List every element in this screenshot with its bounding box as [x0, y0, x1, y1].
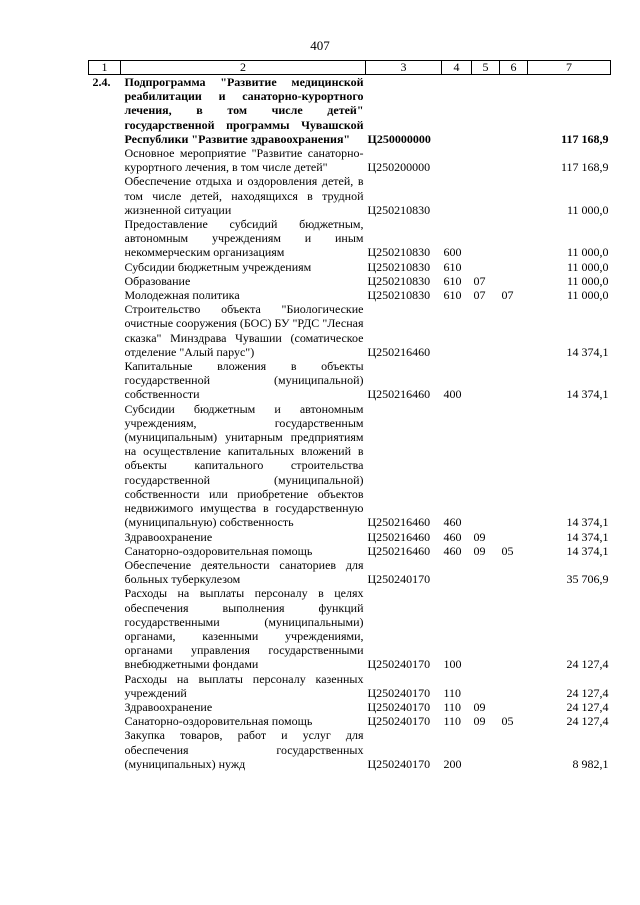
row-name: Подпрограмма "Развитие медицинской реабилитации и санаторно-курортного лечения, в том числе детей" государственной программы Чувашской Республики "Развитие здравоохранения": [124, 75, 364, 146]
row-amount: 14 374,1: [566, 387, 609, 402]
row-expense-type: 110: [443, 714, 462, 729]
header-col-1: 1: [89, 61, 121, 75]
row-section: [472, 302, 500, 359]
row-subsection: [500, 558, 528, 586]
row-name: Строительство объекта "Биологические очистные сооружения (БОС) БУ "РДС "Лесная сказка" Минздрава Чувашии (соматическое отделение "Алый парус"): [124, 302, 364, 359]
row-name: Здравоохранение: [124, 529, 213, 544]
row-expense-type: [442, 75, 472, 147]
row-code: Ц250210830: [367, 288, 431, 303]
row-section: [472, 359, 500, 402]
row-code: Ц250240170: [367, 699, 431, 714]
table-row: [89, 530, 611, 544]
row-expense-type: 460: [443, 515, 462, 530]
row-section: 09: [473, 529, 486, 544]
row-subsection: [500, 174, 528, 217]
row-index: [89, 700, 121, 714]
row-name: Субсидии бюджетным учреждениям: [124, 259, 312, 274]
table-row: [89, 728, 611, 771]
row-subsection: [500, 700, 528, 714]
row-subsection: 05: [501, 543, 514, 558]
row-amount: 14 374,1: [566, 344, 609, 359]
row-amount: 117 168,9: [560, 160, 609, 175]
row-name: Молодежная политика: [124, 288, 240, 303]
row-expense-type: [442, 558, 472, 586]
row-code: Ц250210830: [367, 245, 431, 260]
table-row: [89, 700, 611, 714]
row-code: Ц250216460: [367, 344, 431, 359]
row-code: Ц250216460: [367, 515, 431, 530]
header-col-7: 7: [528, 61, 611, 75]
table-row: [89, 274, 611, 288]
row-subsection: [500, 402, 528, 530]
row-code: Ц250240170: [367, 685, 431, 700]
row-code: Ц250000000: [367, 131, 431, 146]
table-row: [89, 146, 611, 174]
table-row: [89, 75, 611, 147]
row-section: [472, 586, 500, 671]
table-row: [89, 288, 611, 302]
table-row: [89, 672, 611, 700]
row-amount: 24 127,4: [566, 657, 609, 672]
row-index: [89, 146, 121, 174]
table-body: [89, 75, 611, 771]
row-index: [89, 359, 121, 402]
table-header: [89, 61, 611, 75]
row-name: Предоставление субсидий бюджетным, автономным учреждениям и иным некоммерческим организациям: [124, 217, 364, 260]
row-subsection: [500, 728, 528, 771]
row-index: [89, 728, 121, 771]
row-subsection: [500, 217, 528, 260]
row-name: Санаторно-оздоровительная помощь: [124, 543, 313, 558]
row-code: Ц250210830: [367, 273, 431, 288]
row-index: [89, 260, 121, 274]
row-index: [89, 274, 121, 288]
row-name: Обеспечение деятельности санаториев для больных туберкулезом: [124, 557, 364, 587]
row-section: [472, 672, 500, 700]
row-code: Ц250210830: [367, 259, 431, 274]
row-index: [89, 672, 121, 700]
row-code: Ц250240170: [367, 572, 431, 587]
header-col-6: 6: [500, 61, 528, 75]
row-expense-type: 600: [443, 245, 462, 260]
row-amount: 11 000,0: [566, 288, 609, 303]
row-amount: 14 374,1: [566, 543, 609, 558]
row-section: 07: [473, 273, 486, 288]
row-subsection: [500, 75, 528, 147]
row-index: [89, 174, 121, 217]
row-expense-type: [442, 174, 472, 217]
row-section: 09: [473, 543, 486, 558]
row-amount: 8 982,1: [572, 756, 609, 771]
row-amount: 14 374,1: [566, 515, 609, 530]
header-col-5: 5: [472, 61, 500, 75]
row-amount: 11 000,0: [566, 259, 609, 274]
row-expense-type: 460: [443, 529, 462, 544]
header-col-4: 4: [442, 61, 472, 75]
row-index: [89, 288, 121, 302]
row-expense-type: 110: [443, 699, 462, 714]
row-amount: 35 706,9: [566, 572, 609, 587]
row-amount: 11 000,0: [566, 245, 609, 260]
row-name: Обеспечение отдыха и оздоровления детей, в том числе детей, находящихся в трудной жизненной ситуации: [124, 174, 364, 217]
row-section: [472, 402, 500, 530]
row-name: Здравоохранение: [124, 699, 213, 714]
row-subsection: [500, 274, 528, 288]
row-subsection: [500, 530, 528, 544]
row-expense-type: 610: [443, 259, 462, 274]
row-index: 2.4.: [92, 75, 111, 89]
row-name: Субсидии бюджетным и автономным учреждениям, государственным (муниципальным) унитарным предприятиям на осуществление капитальных вложений в объекты капитального строительства государственной (муниципальной) собственности или приобретение объектов недвижимого имущества в государственную (муниципальную) собственность: [124, 401, 364, 530]
row-expense-type: 400: [443, 387, 462, 402]
row-section: 07: [473, 288, 486, 303]
row-amount: 11 000,0: [566, 273, 609, 288]
row-expense-type: 200: [443, 756, 462, 771]
row-name: Основное мероприятие "Развитие санаторно-курортного лечения, в том числе детей": [124, 146, 364, 175]
row-code: Ц250210830: [367, 202, 431, 217]
row-expense-type: 610: [443, 288, 462, 303]
table-row: [89, 359, 611, 402]
row-section: [472, 558, 500, 586]
table-row: [89, 402, 611, 530]
row-section: [472, 146, 500, 174]
row-subsection: [500, 586, 528, 671]
row-code: Ц250240170: [367, 756, 431, 771]
row-section: [472, 75, 500, 147]
row-amount: 14 374,1: [566, 529, 609, 544]
row-amount: 11 000,0: [566, 202, 609, 217]
row-subsection: [500, 146, 528, 174]
row-section: 09: [473, 699, 486, 714]
row-index: [89, 402, 121, 530]
table-row: [89, 544, 611, 558]
row-expense-type: 100: [443, 657, 462, 672]
row-index: [89, 544, 121, 558]
row-code: Ц250240170: [367, 657, 431, 672]
row-code: Ц250216460: [367, 529, 431, 544]
row-index: [89, 302, 121, 359]
table-row: [89, 586, 611, 671]
row-subsection: [500, 672, 528, 700]
header-col-3: 3: [366, 61, 442, 75]
row-subsection: 07: [501, 288, 514, 303]
table-row: [89, 302, 611, 359]
row-code: Ц250216460: [367, 387, 431, 402]
row-amount: 24 127,4: [566, 714, 609, 729]
table-row: [89, 714, 611, 728]
row-index: [89, 217, 121, 260]
row-section: [472, 174, 500, 217]
row-section: 09: [473, 714, 486, 729]
row-section: [472, 260, 500, 274]
row-name: Капитальные вложения в объекты государственной (муниципальной) собственности: [124, 359, 364, 402]
table-row: [89, 174, 611, 217]
table-row: [89, 217, 611, 260]
budget-table: [88, 60, 611, 771]
page-number: 407: [310, 38, 330, 53]
row-index: [89, 714, 121, 728]
row-expense-type: 610: [443, 273, 462, 288]
row-name: Санаторно-оздоровительная помощь: [124, 714, 313, 729]
row-name: Расходы на выплаты персоналу казенных учреждений: [124, 671, 364, 700]
row-subsection: [500, 302, 528, 359]
table-row: [89, 260, 611, 274]
row-code: Ц250240170: [367, 714, 431, 729]
row-name: Закупка товаров, работ и услуг для обеспечения государственных (муниципальных) нужд: [124, 728, 364, 771]
row-subsection: [500, 359, 528, 402]
header-col-2: 2: [121, 61, 366, 75]
row-index: [89, 530, 121, 544]
row-section: [472, 728, 500, 771]
row-amount: 24 127,4: [566, 685, 609, 700]
row-name: Образование: [124, 273, 191, 288]
row-expense-type: 110: [443, 685, 462, 700]
row-subsection: 05: [501, 714, 514, 729]
row-index: [89, 558, 121, 586]
row-expense-type: 460: [443, 543, 462, 558]
table-row: [89, 558, 611, 586]
row-section: [472, 217, 500, 260]
row-code: Ц250216460: [367, 543, 431, 558]
row-expense-type: [442, 146, 472, 174]
row-expense-type: [442, 302, 472, 359]
row-amount: 117 168,9: [561, 131, 609, 146]
row-subsection: [500, 260, 528, 274]
row-name: Расходы на выплаты персоналу в целях обеспечения выполнения функций государственными (муниципальными) органами, казенными учреждениями, органами управления государственными внебюджетными фондами: [124, 586, 364, 672]
row-code: Ц250200000: [367, 160, 431, 175]
row-index: [89, 586, 121, 671]
row-amount: 24 127,4: [566, 699, 609, 714]
